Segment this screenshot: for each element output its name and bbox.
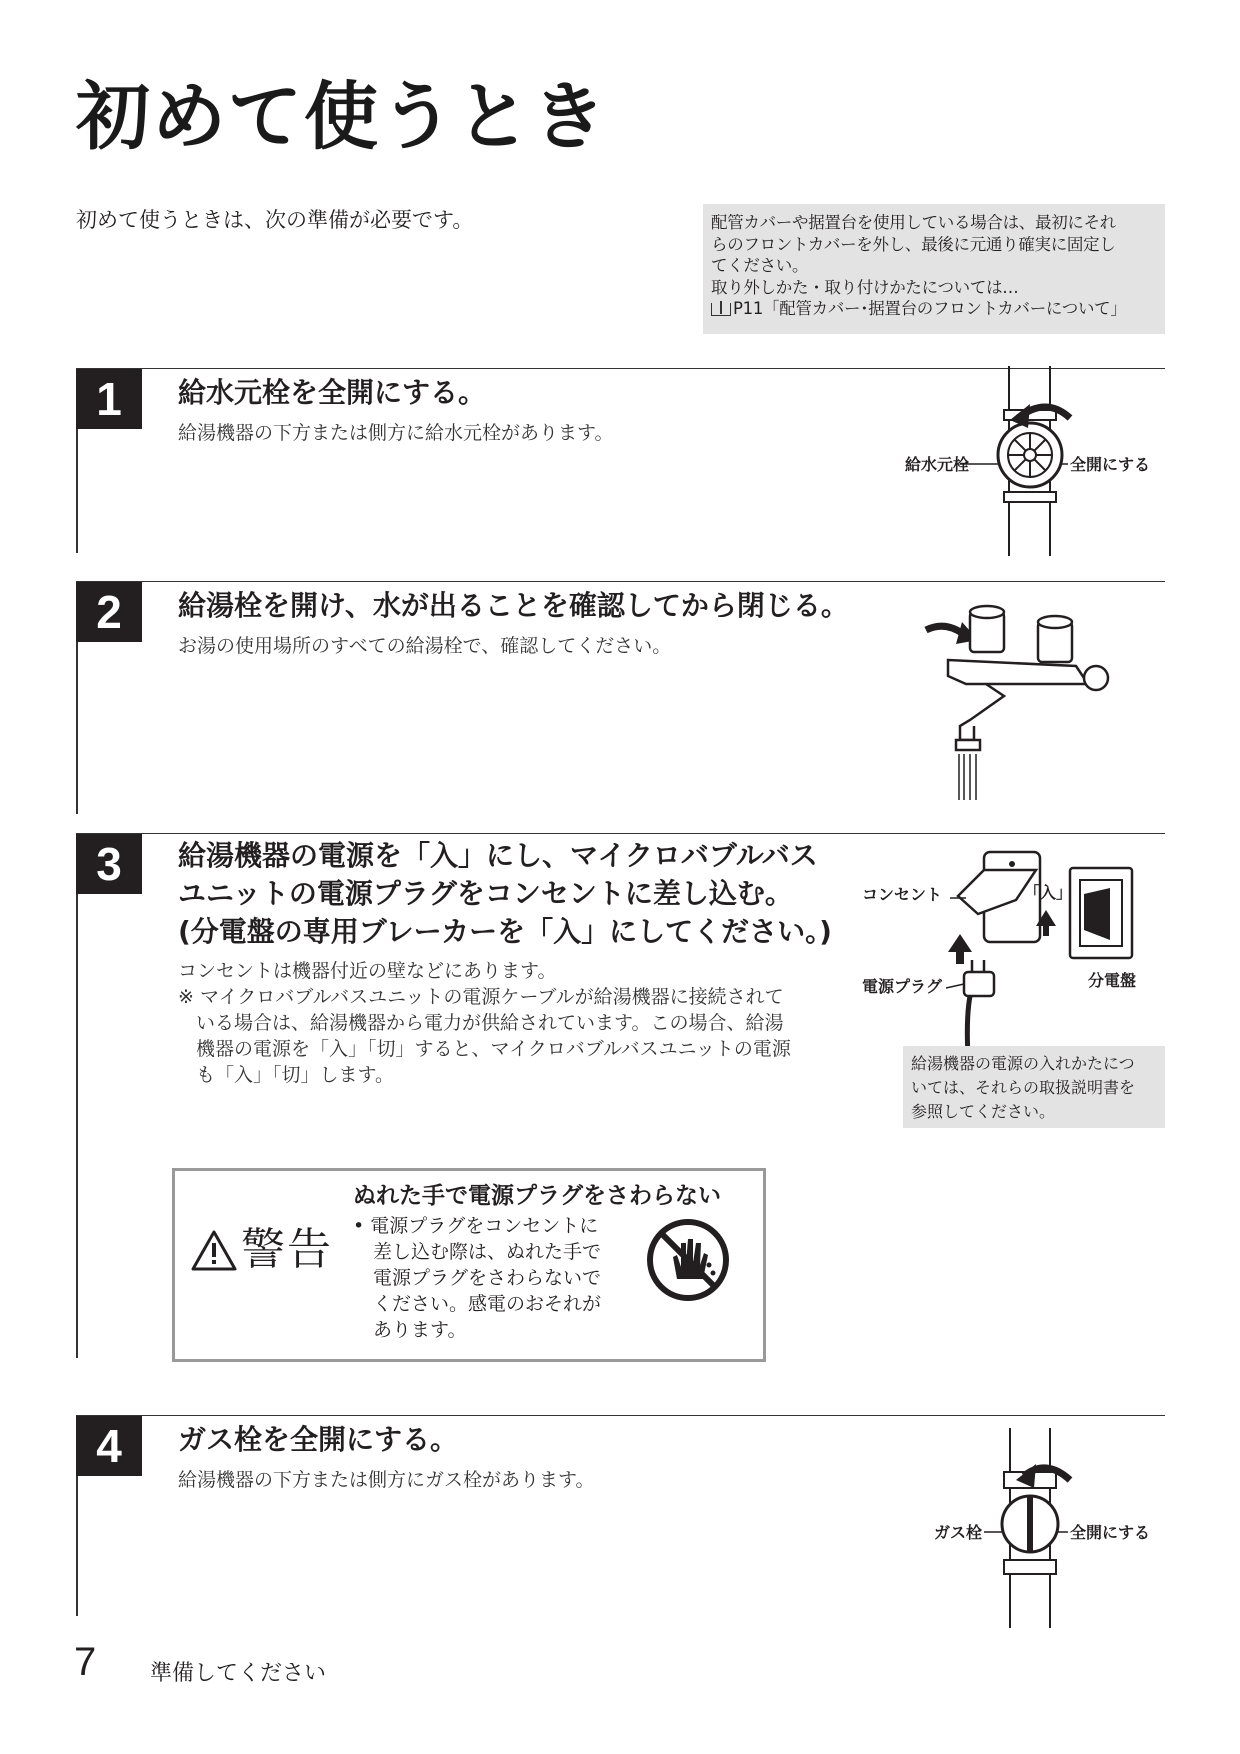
step-note-line: も「入」「切」します。 bbox=[196, 1064, 394, 1086]
power-note-box bbox=[903, 1046, 1165, 1128]
note-line: らのフロントカバーを外し、最後に元通り確実に固定し bbox=[711, 234, 1116, 254]
step-heading-line: ユニットの電源プラグをコンセントに差し込む。 bbox=[178, 877, 793, 910]
step-note-line: 機器の電源を「入」「切」すると、マイクロバブルバスユニットの電源 bbox=[196, 1038, 791, 1060]
fig-label-on: 「入」 bbox=[1024, 883, 1073, 902]
note-line: 配管カバーや据置台を使用している場合は、最初にそれ bbox=[711, 213, 1117, 232]
step-note-line: いる場合は、給湯機器から電力が供給されています。この場合、給湯 bbox=[196, 1012, 784, 1034]
fig-label-plug: 電源プラグ bbox=[862, 977, 943, 996]
step-description: 給湯機器の下方または側方に給水元栓があります。 bbox=[178, 422, 614, 444]
step-3 bbox=[76, 833, 1165, 1358]
warning-body bbox=[353, 1213, 601, 1343]
note-line: 給湯機器の電源の入れかたにつ bbox=[911, 1054, 1135, 1073]
fig-label-outlet: コンセント bbox=[862, 885, 943, 904]
no-wet-hands-icon bbox=[645, 1217, 731, 1303]
step-number: 1 bbox=[76, 369, 142, 429]
step-number: 2 bbox=[76, 582, 142, 642]
fig-label-panel: 分電盤 bbox=[1088, 971, 1137, 990]
book-icon bbox=[711, 303, 731, 316]
note-line: 取り外しかた・取り付けかたについては… bbox=[711, 277, 1019, 297]
intro-text: 初めて使うときは、次の準備が必要です。 bbox=[76, 208, 474, 232]
warning-line: ください。感電のおそれが bbox=[373, 1293, 602, 1315]
note-line: てください。 bbox=[711, 256, 809, 275]
warning-line: • 電源プラグをコンセントに bbox=[353, 1215, 599, 1237]
step-number: 4 bbox=[76, 1416, 142, 1476]
section-rule bbox=[76, 834, 78, 1358]
step-description: コンセントは機器付近の壁などにあります。 bbox=[178, 960, 557, 982]
note-reference[interactable]: P11「配管カバー･据置台のフロントカバーについて」 bbox=[711, 298, 1159, 320]
warning-label: 警告 bbox=[241, 1224, 333, 1275]
step-1 bbox=[76, 368, 1165, 553]
step-heading: 給水元栓を全開にする。 bbox=[178, 376, 487, 409]
page-number: 7 bbox=[74, 1640, 97, 1684]
fig-label-open: 全開にする bbox=[1070, 1523, 1151, 1542]
step-heading: 給湯栓を開け、水が出ることを確認してから閉じる。 bbox=[178, 589, 849, 622]
warning-triangle-icon bbox=[191, 1229, 237, 1271]
fig-label-open: 全開にする bbox=[1070, 455, 1151, 474]
step-4 bbox=[76, 1415, 1165, 1616]
step-2 bbox=[76, 581, 1165, 814]
note-line: いては、それらの取扱説明書を bbox=[911, 1078, 1136, 1097]
warning-title: ぬれた手で電源プラグをさわらない bbox=[353, 1183, 721, 1209]
step-heading-line: 給湯機器の電源を「入」にし、マイクロバブルバス bbox=[178, 839, 818, 872]
warning-line: あります。 bbox=[373, 1319, 467, 1341]
page-title: 初めて使うとき bbox=[76, 74, 608, 160]
step-heading-line: (分電盤の専用ブレーカーを「入」にしてください。) bbox=[178, 915, 832, 948]
outlet-breaker-figure bbox=[862, 848, 1166, 1058]
cover-note-box bbox=[703, 204, 1165, 334]
fig-label-valve: 給水元栓 bbox=[905, 455, 970, 474]
step-description: お湯の使用場所のすべての給湯栓で、確認してください。 bbox=[178, 635, 672, 657]
step-description: 給湯機器の下方または側方にガス栓があります。 bbox=[178, 1469, 595, 1491]
step-note-line: ※ マイクロバブルバスユニットの電源ケーブルが給湯機器に接続されて bbox=[178, 986, 784, 1008]
step-number: 3 bbox=[76, 834, 142, 894]
faucet-figure bbox=[926, 600, 1146, 800]
warning-box bbox=[172, 1168, 766, 1362]
note-line: 参照してください。 bbox=[911, 1102, 1056, 1121]
fig-label-gas-valve: ガス栓 bbox=[934, 1523, 983, 1542]
water-valve-figure bbox=[906, 366, 1168, 556]
footer-section-title: 準備してください bbox=[150, 1661, 327, 1686]
gas-valve-figure bbox=[934, 1428, 1168, 1628]
warning-line: 電源プラグをさわらないで bbox=[373, 1267, 602, 1289]
step-heading: ガス栓を全開にする。 bbox=[178, 1423, 459, 1456]
warning-line: 差し込む際は、ぬれた手で bbox=[373, 1241, 602, 1263]
